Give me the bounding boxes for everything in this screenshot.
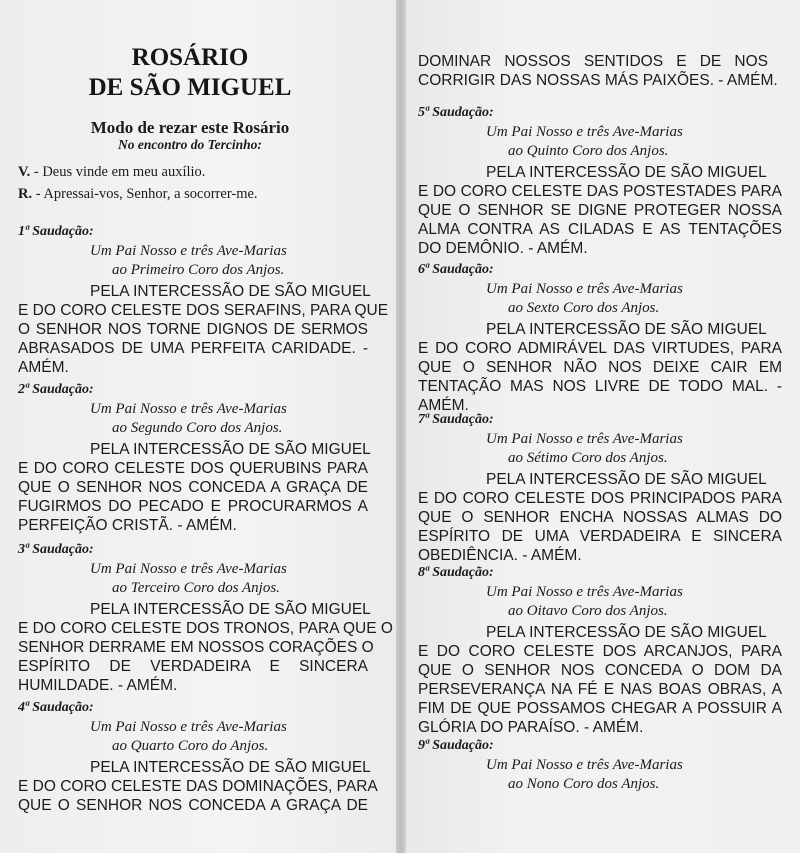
prayer-line: QUE O SENHOR NOS CONCEDA A GRAÇA DE (18, 479, 368, 496)
salutation-instruction-1: Um Pai Nosso e três Ave-Marias (486, 281, 683, 297)
prayer-line: E DO CORO CELESTE DAS POSTESTADES PARA (418, 183, 782, 200)
salutation-instruction-1: Um Pai Nosso e três Ave-Marias (90, 401, 287, 417)
prayer-continuation-line: DOMINAR NOSSOS SENTIDOS E DE NOS (418, 53, 768, 70)
salutation-heading: 3ª Saudação: (18, 542, 94, 557)
prayer-line: PERFEIÇÃO CRISTÃ. - AMÉM. (18, 517, 237, 534)
salutation-instruction-2: ao Segundo Coro dos Anjos. (112, 420, 283, 436)
prayer-line: PELA INTERCESSÃO DE SÃO MIGUEL (486, 624, 767, 641)
subtitle: Modo de rezar este Rosário (90, 118, 290, 137)
prayer-line: OBEDIÊNCIA. - AMÉM. (418, 547, 582, 564)
salutation-heading: 8ª Saudação: (418, 565, 494, 580)
salutation-heading: 9ª Saudação: (418, 738, 494, 753)
prayer-line: QUE O SENHOR ENCHA NOSSAS ALMAS DO (418, 509, 782, 526)
salutation-heading: 4ª Saudação: (18, 700, 94, 715)
prayer-line: ABRASADOS DE UMA PERFEITA CARIDADE. - (18, 340, 368, 357)
salutation-instruction-1: Um Pai Nosso e três Ave-Marias (486, 757, 683, 773)
salutation-instruction-2: ao Quarto Coro do Anjos. (112, 738, 269, 754)
prayer-line: TENTAÇÃO MAS NOS LIVRE DE TODO MAL. - (418, 378, 782, 395)
salutation-instruction-2: ao Primeiro Coro dos Anjos. (112, 262, 285, 278)
prayer-line: QUE O SENHOR SE DIGNE PROTEGER NOSSA (418, 202, 782, 219)
prayer-line: ESPÍRITO DE UMA VERDADEIRA E SINCERA (418, 528, 782, 545)
versicle (18, 164, 205, 181)
prayer-line: ESPÍRITO DE VERDADEIRA E SINCERA (18, 658, 368, 675)
salutation-instruction-2: ao Sexto Coro dos Anjos. (508, 300, 660, 316)
salutation-instruction-1: Um Pai Nosso e três Ave-Marias (90, 243, 287, 259)
versicle-text: - Deus vinde em meu auxílio. (30, 164, 206, 180)
prayer-line: FIM DE QUE POSSAMOS CHEGAR A POSSUIR A (418, 700, 782, 717)
prayer-line: ALMA CONTRA AS CILADAS E AS TENTAÇÕES (418, 221, 782, 238)
prayer-line: E DO CORO CELESTE DOS PRINCIPADOS PARA (418, 490, 782, 507)
prayer-line: PELA INTERCESSÃO DE SÃO MIGUEL (486, 164, 767, 181)
prayer-line: DO DEMÔNIO. - AMÉM. (418, 240, 588, 257)
prayer-line: QUE O SENHOR NOS CONCEDA A GRAÇA DE (18, 797, 368, 814)
salutation-instruction-2: ao Nono Coro dos Anjos. (508, 776, 660, 792)
prayer-line: AMÉM. (18, 359, 69, 376)
prayer-line: QUE O SENHOR NÃO NOS DEIXE CAIR EM (418, 359, 782, 376)
salutation-instruction-2: ao Sétimo Coro dos Anjos. (508, 450, 668, 466)
response-text: - Apressai-vos, Senhor, a socorrer-me. (32, 186, 258, 202)
salutation-instruction-1: Um Pai Nosso e três Ave-Marias (486, 584, 683, 600)
salutation-instruction-2: ao Terceiro Coro dos Anjos. (112, 580, 280, 596)
prayer-line: E DO CORO ADMIRÁVEL DAS VIRTUDES, PARA (418, 340, 782, 357)
salutation-heading: 5ª Saudação: (418, 105, 494, 120)
prayer-line: E DO CORO CELESTE DOS QUERUBINS PARA (18, 460, 368, 477)
title-line-2: DE SÃO MIGUEL (88, 74, 292, 101)
prayer-line: PELA INTERCESSÃO DE SÃO MIGUEL (90, 283, 371, 300)
prayer-line: FUGIRMOS DO PECADO E PROCURARMOS A (18, 498, 368, 515)
salutation-instruction-1: Um Pai Nosso e três Ave-Marias (486, 124, 683, 140)
prayer-line: PELA INTERCESSÃO DE SÃO MIGUEL (486, 321, 767, 338)
prayer-line: E DO CORO CELESTE DAS DOMINAÇÕES, PARA (18, 778, 378, 795)
salutation-heading: 1ª Saudação: (18, 224, 94, 239)
salutation-instruction-1: Um Pai Nosso e três Ave-Marias (486, 431, 683, 447)
response-label: R. (18, 186, 33, 202)
prayer-line: PERSEVERANÇA NA FÉ E NAS BOAS OBRAS, A (418, 681, 782, 698)
prayer-line: E DO CORO CELESTE DOS ARCANJOS, PARA (418, 643, 782, 660)
prayer-line: SENHOR DERRAME EM NOSSOS CORAÇÕES O (18, 639, 374, 656)
title-line-1: ROSÁRIO (131, 44, 249, 71)
response (18, 186, 258, 203)
salutation-instruction-2: ao Quinto Coro dos Anjos. (508, 143, 669, 159)
salutation-heading: 7ª Saudação: (418, 412, 494, 427)
salutation-instruction-2: ao Oitavo Coro dos Anjos. (508, 603, 668, 619)
prayer-line: E DO CORO CELESTE DOS TRONOS, PARA QUE O (18, 620, 393, 637)
page-fold (396, 0, 406, 853)
versicle-label: V. (18, 164, 31, 180)
prayer-line: AMÉM. (418, 397, 469, 414)
prayer-line: E DO CORO CELESTE DOS SERAFINS, PARA QUE (18, 302, 389, 319)
prayer-line: PELA INTERCESSÃO DE SÃO MIGUEL (90, 441, 371, 458)
subnote: No encontro do Tercinho: (118, 137, 262, 152)
prayer-line: O SENHOR NOS TORNE DIGNOS DE SERMOS (18, 321, 368, 338)
salutation-instruction-1: Um Pai Nosso e três Ave-Marias (90, 719, 287, 735)
prayer-line: PELA INTERCESSÃO DE SÃO MIGUEL (90, 759, 371, 776)
prayer-continuation-line: CORRIGIR DAS NOSSAS MÁS PAIXÕES. - AMÉM. (418, 72, 778, 89)
salutation-heading: 2ª Saudação: (18, 382, 94, 397)
salutation-heading: 6ª Saudação: (418, 262, 494, 277)
prayer-line: GLÓRIA DO PARAÍSO. - AMÉM. (418, 719, 644, 736)
prayer-line: QUE O SENHOR NOS CONCEDA O DOM DA (418, 662, 782, 679)
prayer-line: PELA INTERCESSÃO DE SÃO MIGUEL (486, 471, 767, 488)
prayer-line: PELA INTERCESSÃO DE SÃO MIGUEL (90, 601, 371, 618)
prayer-line: HUMILDADE. - AMÉM. (18, 677, 178, 694)
salutation-instruction-1: Um Pai Nosso e três Ave-Marias (90, 561, 287, 577)
